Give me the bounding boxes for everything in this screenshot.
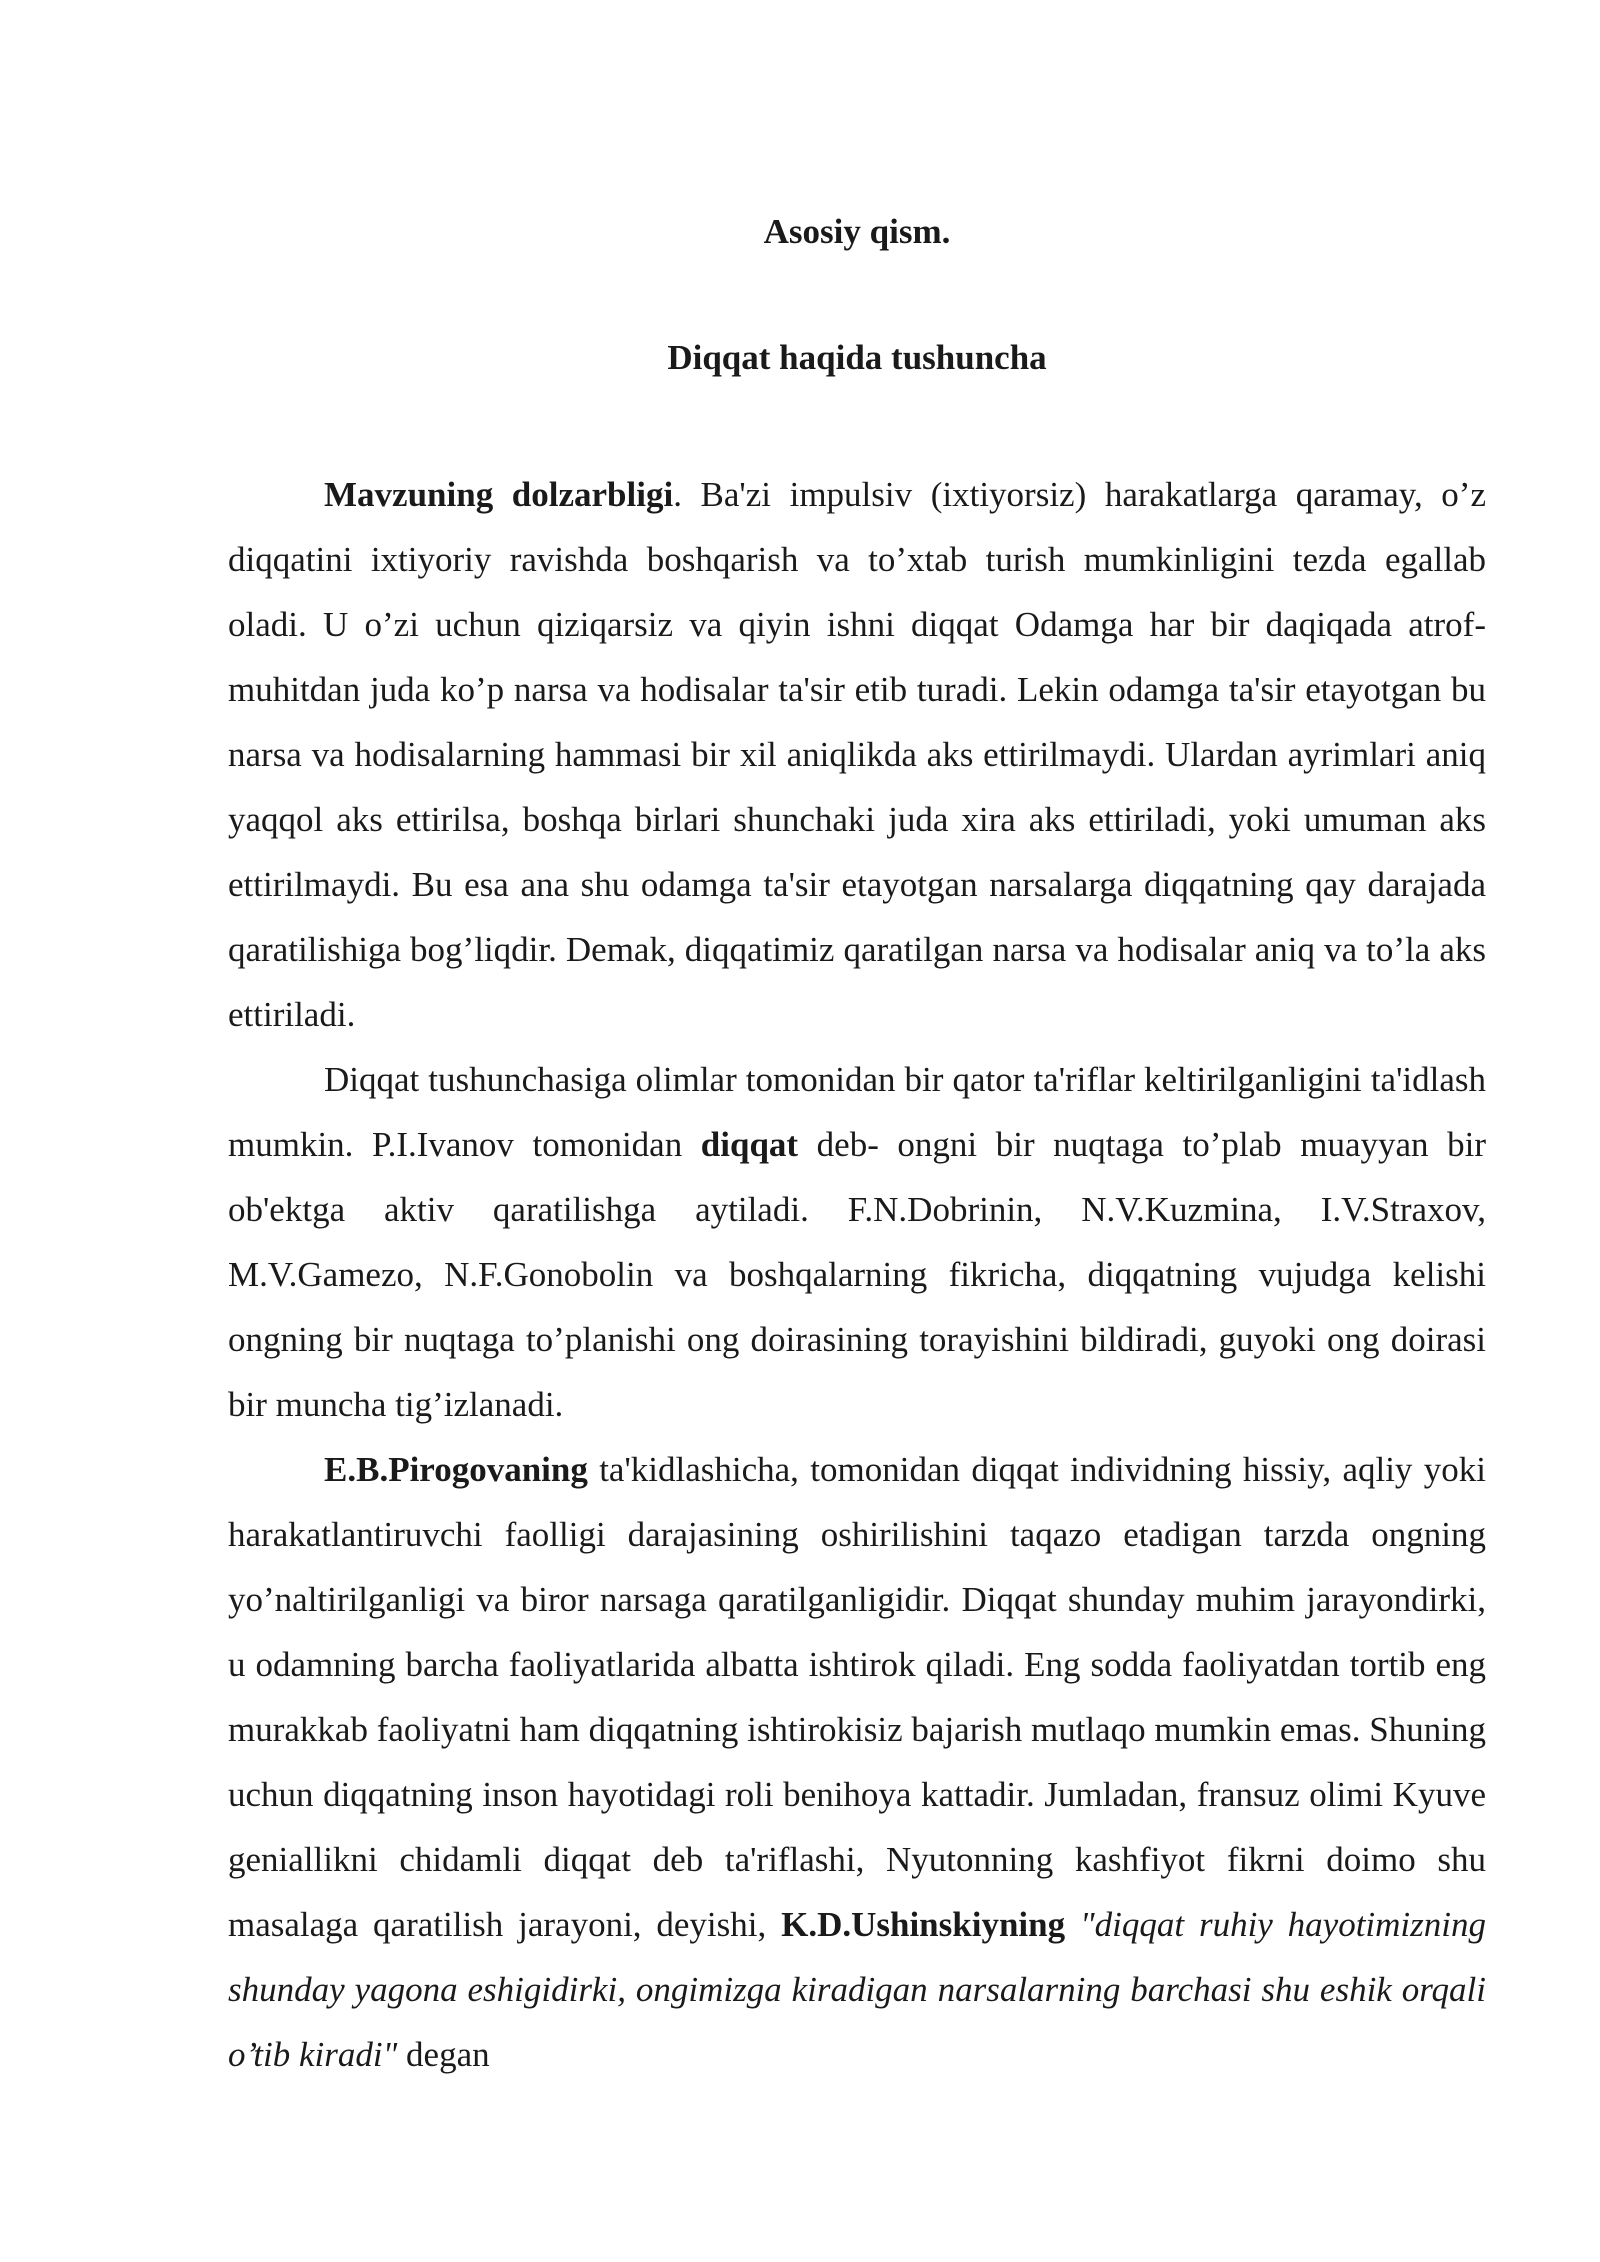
paragraph-definitions — [228, 1047, 1486, 1437]
paragraph-relevance — [228, 462, 1486, 1047]
paragraph-text: Diqqat tushunchasiga olimlar tomonidan bir qator ta'riflar keltirilganligini ta'idlash mumkin. P.I.Ivanov tomonidan — [228, 1060, 1486, 1164]
paragraph-lead-bold: E.B.Pirogovaning — [324, 1450, 588, 1489]
document-title: Asosiy qism. — [763, 212, 951, 251]
spacer-text — [1065, 1905, 1080, 1944]
paragraph-text: . Ba'zi impulsiv (ixtiyorsiz) harakatlarga qaramay, o’z diqqatini ixtiyoriy ravishda boshqarish va to’xtab turish mumkinligini tezda egallab oladi. U o’zi uchun qiziqarsiz va qiyin ishni diqqat Odamga har bir daqiqada atrof-muhitdan juda ko’p narsa va hodisalar ta'sir etib turadi. Lekin odamga ta'sir etayotgan bu narsa va hodisalarning hammasi bir xil aniqlikda aks ettirilmaydi. Ulardan ayrimlari aniq yaqqol aks ettirilsa, boshqa birlari shunchaki juda xira aks ettiriladi, yoki umuman aks ettirilmaydi. Bu esa ana shu odamga ta'sir etayotgan narsalarga diqqatning qay darajada qaratilishiga bog’liqdir. Demak, diqqatimiz qaratilgan narsa va hodisalar aniq va to’la aks ettiriladi. — [228, 475, 1486, 1034]
paragraph-text: ta'kidlashicha, tomonidan diqqat individning hissiy, aqliy yoki harakatlantiruvchi faolligi darajasining oshirilishini taqazo etadigan tarzda ongning yo’naltirilganligi va biror narsaga qaratilganligidir. Diqqat shunday muhim jarayondirki, u odamning barcha faoliyatlarida albatta ishtirok qiladi. Eng sodda faoliyatdan tortib eng murakkab faoliyatni ham diqqatning ishtirokisiz bajarish mutlaqo mumkin emas. Shuning uchun diqqatning inson hayotidagi roli benihoya kattadir. Jumladan, fransuz olimi Kyuve geniallikni chidamli diqqat deb ta'riflashi, Nyutonning kashfiyot fikrni doimo shu masalaga qaratilish jarayoni, deyishi, — [228, 1450, 1486, 1944]
paragraph-pirogova — [228, 1437, 1486, 2087]
quote-italic: "diqqat ruhiy hayotimizning shunday yagona eshigidirki, ongimizga kiradigan narsalarning barchasi shu eshik orqali o’tib kiradi" — [228, 1905, 1486, 2074]
paragraph-text: deb- ongni bir nuqtaga to’plab muayyan bir ob'ektga aktiv qaratilishga aytiladi. F.N.Dobrinin, N.V.Kuzmina, I.V.Straxov, M.V.Gamezo, N.F.Gonobolin va boshqalarning fikricha, diqqatning vujudga kelishi ongning bir nuqtaga to’planishi ong doirasining torayishini bildiradi, guyoki ong doirasi bir muncha tig’izlanadi. — [228, 1125, 1487, 1424]
document-page — [228, 210, 1486, 2087]
author-bold: K.D.Ushinskiyning — [781, 1905, 1066, 1944]
term-bold: diqqat — [700, 1125, 799, 1164]
paragraph-text: degan — [397, 2035, 490, 2074]
document-subtitle: Diqqat haqida tushuncha — [667, 338, 1047, 377]
paragraph-lead-bold: Mavzuning dolzarbligi — [324, 475, 674, 514]
